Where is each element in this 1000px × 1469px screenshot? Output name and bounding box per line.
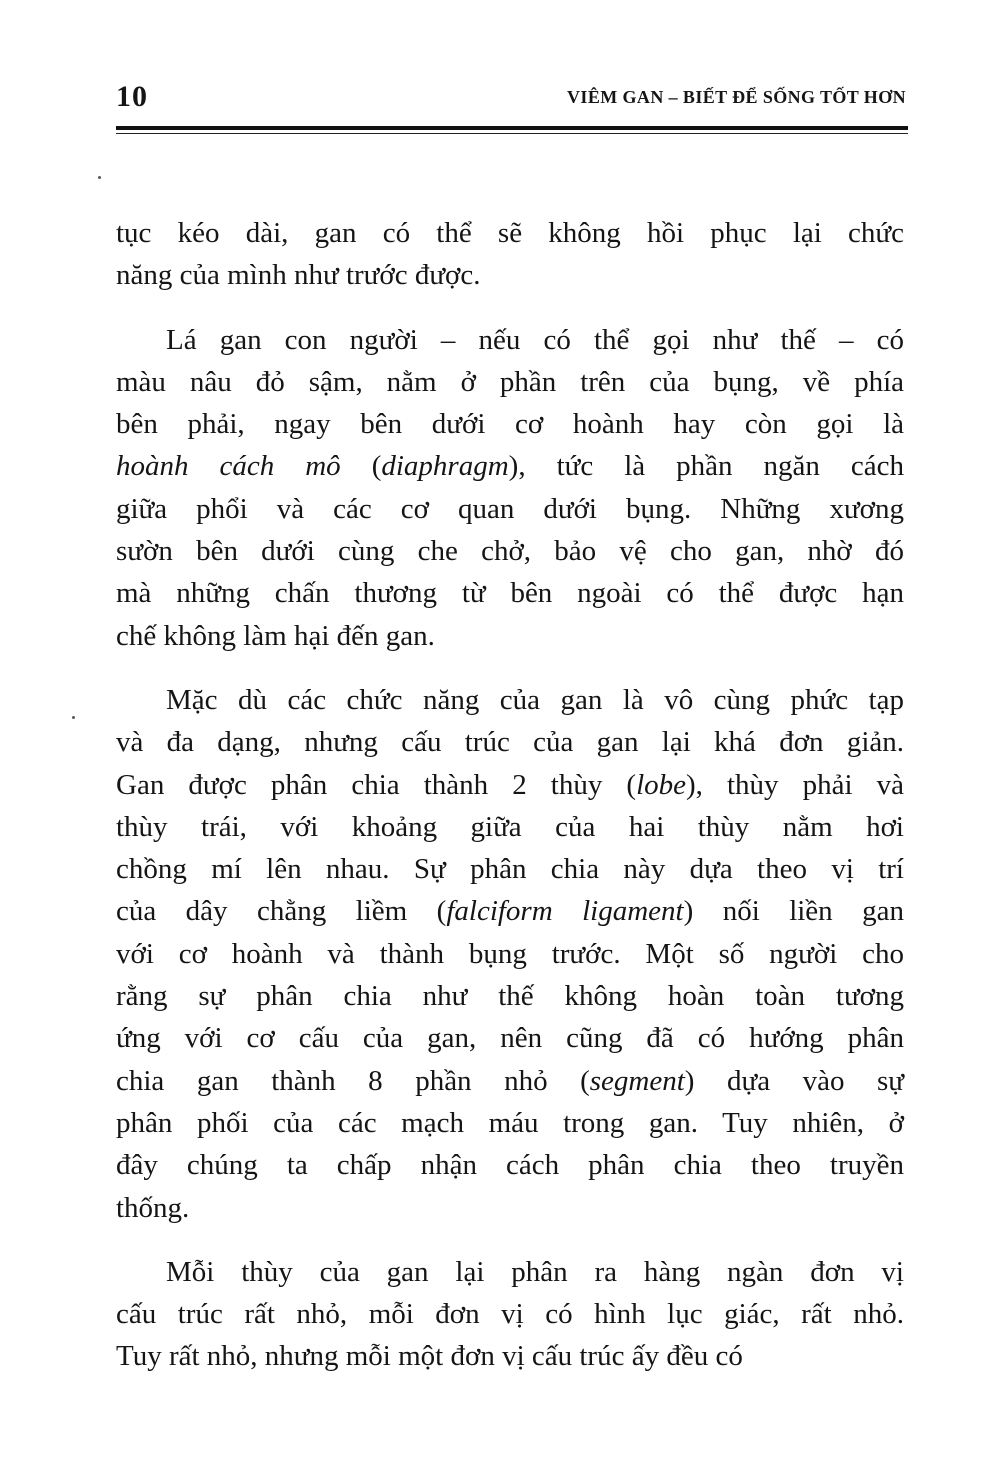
scan-speck xyxy=(98,176,101,179)
text-line xyxy=(116,212,904,254)
text-run: ứng với cơ cấu của gan, nên cũng đã có hướng phân xyxy=(116,1022,904,1055)
text-run: mà những chấn thương từ bên ngoài có thể được hạn xyxy=(116,577,904,610)
text-run: ) dựa vào sự xyxy=(684,1064,904,1097)
text-line xyxy=(116,890,904,932)
text-line xyxy=(116,1187,904,1229)
text-run: thùy trái, với khoảng giữa của hai thùy nằm hơi xyxy=(116,810,904,843)
text-line xyxy=(116,488,904,530)
text-line xyxy=(116,319,904,361)
scan-speck xyxy=(72,716,75,719)
text-run: ), tức là phần ngăn cách xyxy=(508,450,904,483)
italic-term: hoành cách mô xyxy=(116,450,341,483)
italic-term: diaphragm xyxy=(381,450,509,483)
text-run: ), thùy phải và xyxy=(686,768,905,801)
text-line xyxy=(116,848,904,890)
text-line xyxy=(116,530,904,572)
paragraph xyxy=(116,1251,904,1378)
paragraph xyxy=(116,212,904,297)
text-line xyxy=(116,933,904,975)
running-title: VIÊM GAN – BIẾT ĐỂ SỐNG TỐT HƠN xyxy=(567,87,906,107)
text-run: cấu trúc rất nhỏ, mỗi đơn vị có hình lục giác, rất nhỏ. xyxy=(116,1298,904,1331)
text-run: tục kéo dài, gan có thể sẽ không hồi phục lại chức xyxy=(116,217,904,249)
text-line xyxy=(116,445,904,487)
text-run: chia gan thành 8 phần nhỏ ( xyxy=(116,1064,590,1097)
text-run: màu nâu đỏ sậm, nằm ở phần trên của bụng, về phía xyxy=(116,365,904,398)
text-run: rằng sự phân chia như thế không hoàn toàn tương xyxy=(116,980,904,1013)
text-line xyxy=(116,721,904,763)
italic-term: segment xyxy=(589,1064,685,1097)
text-line xyxy=(116,361,904,403)
text-run: Mỗi thùy của gan lại phân ra hàng ngàn đơn vị xyxy=(166,1255,904,1288)
text-line xyxy=(116,806,904,848)
text-run: Gan được phân chia thành 2 thùy ( xyxy=(116,768,637,801)
text-run: của dây chằng liềm ( xyxy=(116,895,447,928)
text-run: bên phải, ngay bên dưới cơ hoành hay còn gọi là xyxy=(116,408,904,441)
text-run: ) nối liền gan xyxy=(683,895,904,928)
italic-term: falciform ligament xyxy=(446,895,684,928)
text-run: đây chúng ta chấp nhận cách phân chia theo truyền xyxy=(116,1149,904,1182)
text-line xyxy=(116,1102,904,1144)
text-line xyxy=(116,572,904,614)
text-line xyxy=(116,1293,904,1335)
paragraph xyxy=(116,679,904,1229)
text-run: chế không làm hại đến gan. xyxy=(116,619,435,652)
text-line xyxy=(116,254,904,296)
text-run: phân phối của các mạch máu trong gan. Tuy nhiên, ở xyxy=(116,1106,904,1139)
text-run: Mặc dù các chức năng của gan là vô cùng phức tạp xyxy=(166,683,904,716)
text-line xyxy=(116,1335,904,1377)
italic-term: lobe xyxy=(636,768,687,801)
paragraph xyxy=(116,319,904,657)
text-run: ( xyxy=(340,450,382,483)
text-line xyxy=(116,975,904,1017)
text-line xyxy=(116,615,904,657)
text-run: giữa phổi và các cơ quan dưới bụng. Những xương xyxy=(116,492,904,525)
text-run: Tuy rất nhỏ, nhưng mỗi một đơn vị cấu trúc ấy đều có xyxy=(116,1340,743,1373)
text-line xyxy=(116,1144,904,1186)
text-run: chồng mí lên nhau. Sự phân chia này dựa theo vị trí xyxy=(116,853,904,886)
text-line xyxy=(116,403,904,445)
text-line xyxy=(116,1251,904,1293)
text-line xyxy=(116,764,904,806)
page-number: 10 xyxy=(116,80,148,113)
header-rule-thin xyxy=(116,133,908,134)
body-text xyxy=(116,212,904,1400)
page-header xyxy=(116,72,908,132)
text-line xyxy=(116,1017,904,1059)
text-run: với cơ hoành và thành bụng trước. Một số người cho xyxy=(116,937,904,970)
text-line xyxy=(116,1060,904,1102)
text-run: Lá gan con người – nếu có thể gọi như thế – có xyxy=(166,323,904,356)
text-run: và đa dạng, nhưng cấu trúc của gan lại khá đơn giản. xyxy=(116,726,904,759)
text-run: sườn bên dưới cùng che chở, bảo vệ cho gan, nhờ đó xyxy=(116,535,904,568)
text-run: năng của mình như trước được. xyxy=(116,259,481,292)
header-rule-thick xyxy=(116,126,908,130)
text-run: thống. xyxy=(116,1191,190,1224)
text-line xyxy=(116,679,904,721)
